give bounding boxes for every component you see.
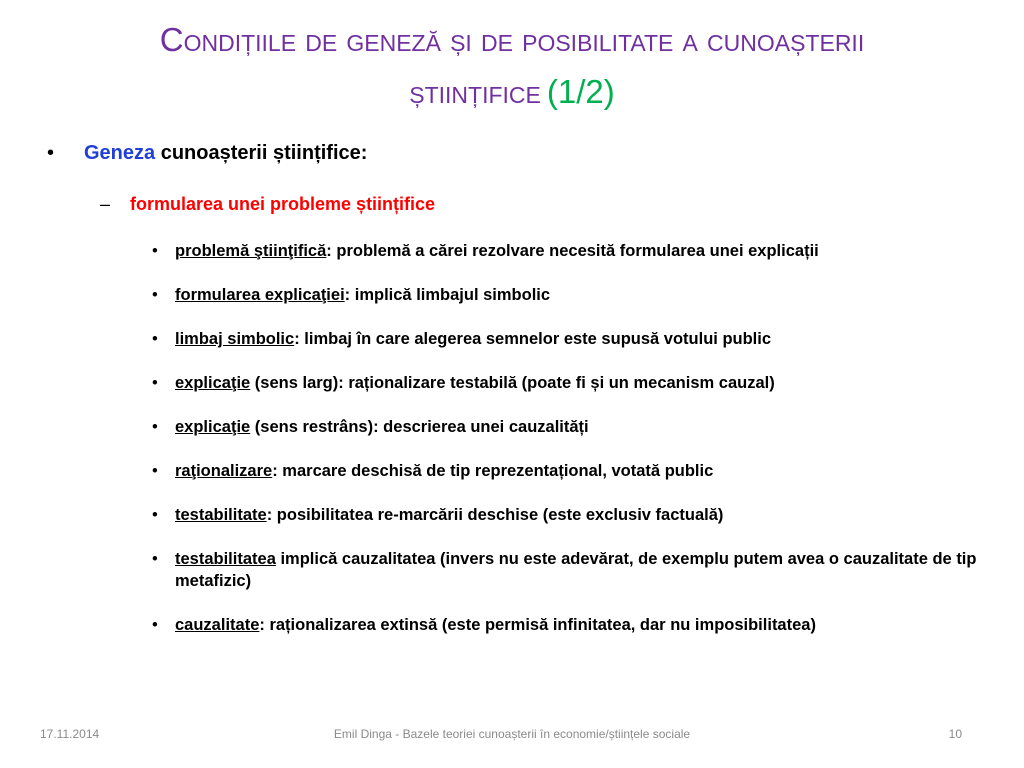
bullet-icon: • <box>152 242 158 260</box>
definition-item <box>152 372 992 394</box>
slide-title-main: Condițiile de geneză și de posibilitate a cunoașterii științifice <box>159 21 865 110</box>
definition-body: : limbaj în care alegerea semnelor este supusă votului public <box>294 330 772 348</box>
definition-list <box>152 240 992 658</box>
level2-dash-item <box>100 194 435 215</box>
definition-item <box>152 460 992 482</box>
definition-text <box>175 284 992 306</box>
definition-text <box>175 504 992 526</box>
definition-text <box>175 460 992 482</box>
definition-term: limbaj simbolic <box>175 330 295 348</box>
definition-text <box>175 372 992 394</box>
footer-date: 17.11.2014 <box>40 727 100 741</box>
definition-item <box>152 504 992 526</box>
definition-term: testabilitate <box>175 506 267 524</box>
dash-icon: – <box>100 194 111 214</box>
slide-title <box>60 14 964 118</box>
level1-rest: cunoașterii științifice: <box>155 142 368 164</box>
definition-term: problemă ştiinţifică <box>175 242 327 260</box>
definition-term: cauzalitate <box>175 616 260 634</box>
definition-text <box>175 416 992 438</box>
definition-term: testabilitatea <box>175 550 276 568</box>
definition-item <box>152 328 992 350</box>
level1-bullet-item <box>47 142 367 165</box>
definition-item <box>152 240 992 262</box>
bullet-icon: • <box>152 286 158 304</box>
definition-text <box>175 548 992 592</box>
bullet-icon: • <box>152 550 158 568</box>
definition-item <box>152 614 992 636</box>
definition-body: (sens larg): raționalizare testabilă (poate fi și un mecanism cauzal) <box>250 374 775 392</box>
slide-title-part: (1/2) <box>546 73 615 110</box>
definition-text <box>175 614 992 636</box>
definition-body: implică cauzalitatea (invers nu este adevărat, de exemplu putem avea o cauzalitate de tip metafizic) <box>175 550 977 590</box>
definition-item <box>152 416 992 438</box>
bullet-icon: • <box>152 616 158 634</box>
bullet-icon: • <box>152 374 158 392</box>
bullet-icon: • <box>47 142 55 164</box>
definition-item <box>152 284 992 306</box>
definition-item <box>152 548 992 592</box>
definition-body: (sens restrâns): descrierea unei cauzalități <box>250 418 589 436</box>
level1-text <box>84 142 367 165</box>
definition-text <box>175 328 992 350</box>
definition-body: : implică limbajul simbolic <box>344 286 551 304</box>
bullet-icon: • <box>152 462 158 480</box>
level1-highlight: Geneza <box>84 142 156 164</box>
footer-author: Emil Dinga - Bazele teoriei cunoașterii în economie/științele sociale <box>333 727 691 741</box>
definition-term: explicaţie <box>175 418 251 436</box>
definition-term: explicaţie <box>175 374 251 392</box>
definition-body: : problemă a cărei rezolvare necesită formularea unei explicații <box>326 242 819 260</box>
definition-term: formularea explicaţiei <box>175 286 345 304</box>
definition-body: : raționalizarea extinsă (este permisă infinitatea, dar nu imposibilitatea) <box>259 616 816 634</box>
definition-text <box>175 240 992 262</box>
bullet-icon: • <box>152 506 158 524</box>
bullet-icon: • <box>152 418 158 436</box>
footer-page-number: 10 <box>948 727 962 741</box>
definition-term: raţionalizare <box>175 462 273 480</box>
level2-text: formularea unei probleme științifice <box>130 194 436 214</box>
definition-body: : posibilitatea re-marcării deschise (este exclusiv factuală) <box>266 506 724 524</box>
definition-body: : marcare deschisă de tip reprezentațional, votată public <box>272 462 714 480</box>
bullet-icon: • <box>152 330 158 348</box>
